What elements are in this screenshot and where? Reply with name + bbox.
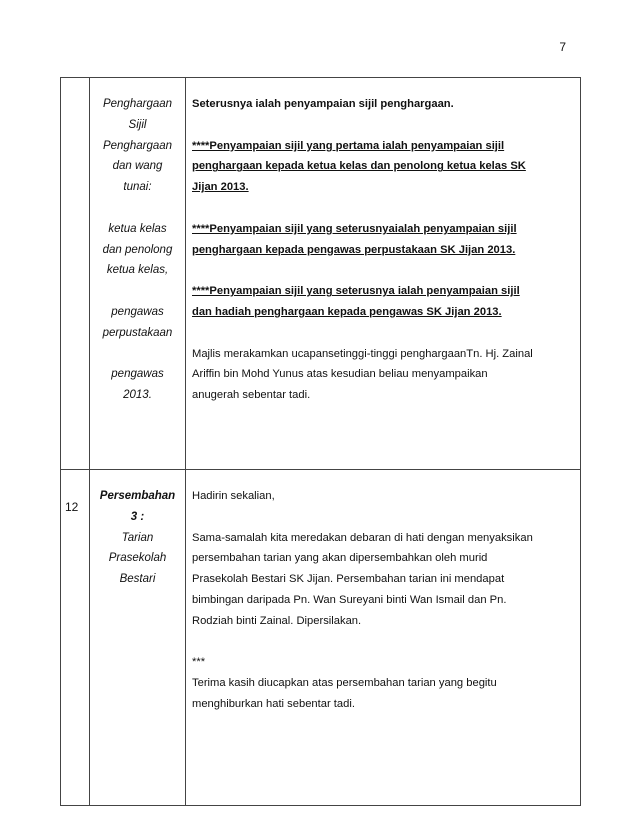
script-line: Terima kasih diucapkan atas persembahan tarian yang begitu xyxy=(192,677,497,690)
item-title-line: 3 : xyxy=(130,510,145,523)
item-title-cell xyxy=(90,78,186,470)
item-subtitle-line: ketua kelas xyxy=(108,222,167,235)
script-line: Ariffin bin Mohd Yunus atas kesudian beliau menyampaikan xyxy=(192,368,488,381)
script-line: *** xyxy=(192,656,206,669)
script-line: penghargaan kepada ketua kelas dan penolong ketua kelas SK xyxy=(192,160,526,173)
item-title-line: tunai: xyxy=(123,181,152,194)
item-title-line: dan wang xyxy=(112,160,163,173)
item-subtitle-line: 2013. xyxy=(123,389,152,402)
script-line: dan hadiah penghargaan kepada pengawas SK Jijan 2013. xyxy=(192,305,502,318)
script-line: menghiburkan hati sebentar tadi. xyxy=(192,697,355,710)
script-line: persembahan tarian yang akan dipersembahkan oleh murid xyxy=(192,552,488,565)
item-title-line: Penghargaan xyxy=(102,139,173,152)
item-title-line: Sijil xyxy=(128,118,147,131)
script-line: anugerah sebentar tadi. xyxy=(192,389,311,402)
script-line: ****Penyampaian sijil yang seterusnyaialah penyampaian sijil xyxy=(192,222,517,235)
item-subtitle-line: dan penolong xyxy=(102,243,173,256)
script-line: Jijan 2013. xyxy=(192,181,249,194)
item-subtitle-line: ketua kelas, xyxy=(106,264,169,277)
item-title-line: Tarian xyxy=(121,531,154,544)
item-subtitle-line: pengawas xyxy=(111,368,164,381)
item-title-line: Bestari xyxy=(119,573,156,586)
script-line: Rodziah binti Zainal. Dipersilakan. xyxy=(192,614,362,627)
script-line: bimbingan daripada Pn. Wan Sureyani binti Wan Ismail dan Pn. xyxy=(192,593,507,606)
item-subtitle-line: perpustakaan xyxy=(102,326,173,339)
script-line: Prasekolah Bestari SK Jijan. Persembahan tarian ini mendapat xyxy=(192,573,505,586)
script-line: ****Penyampaian sijil yang pertama ialah penyampaian sijil xyxy=(192,139,505,152)
item-title-cell xyxy=(90,470,186,806)
agenda-table xyxy=(60,77,581,806)
script-line: penghargaan kepada pengawas perpustakaan SK Jijan 2013. xyxy=(192,243,516,256)
script-line: Seterusnya ialah penyampaian sijil penghargaan. xyxy=(192,98,454,110)
table-row xyxy=(61,470,581,806)
item-title-line: Prasekolah xyxy=(108,552,167,565)
item-title-line: Penghargaan xyxy=(102,98,173,110)
script-line: Sama-samalah kita meredakan debaran di hati dengan menyaksikan xyxy=(192,531,533,544)
script-line: Hadirin sekalian, xyxy=(192,490,275,502)
script-line: ****Penyampaian sijil yang seterusnya ialah penyampaian sijil xyxy=(192,285,520,298)
item-number: 12 xyxy=(61,470,90,806)
item-title-line: Persembahan xyxy=(99,490,176,502)
item-script-cell xyxy=(186,470,581,806)
item-script-cell xyxy=(186,78,581,470)
item-subtitle-line: pengawas xyxy=(111,305,164,318)
item-number xyxy=(61,78,90,470)
table-row xyxy=(61,78,581,470)
page-number: 7 xyxy=(559,40,566,54)
script-line: Majlis merakamkan ucapansetinggi-tinggi penghargaanTn. Hj. Zainal xyxy=(192,347,533,360)
